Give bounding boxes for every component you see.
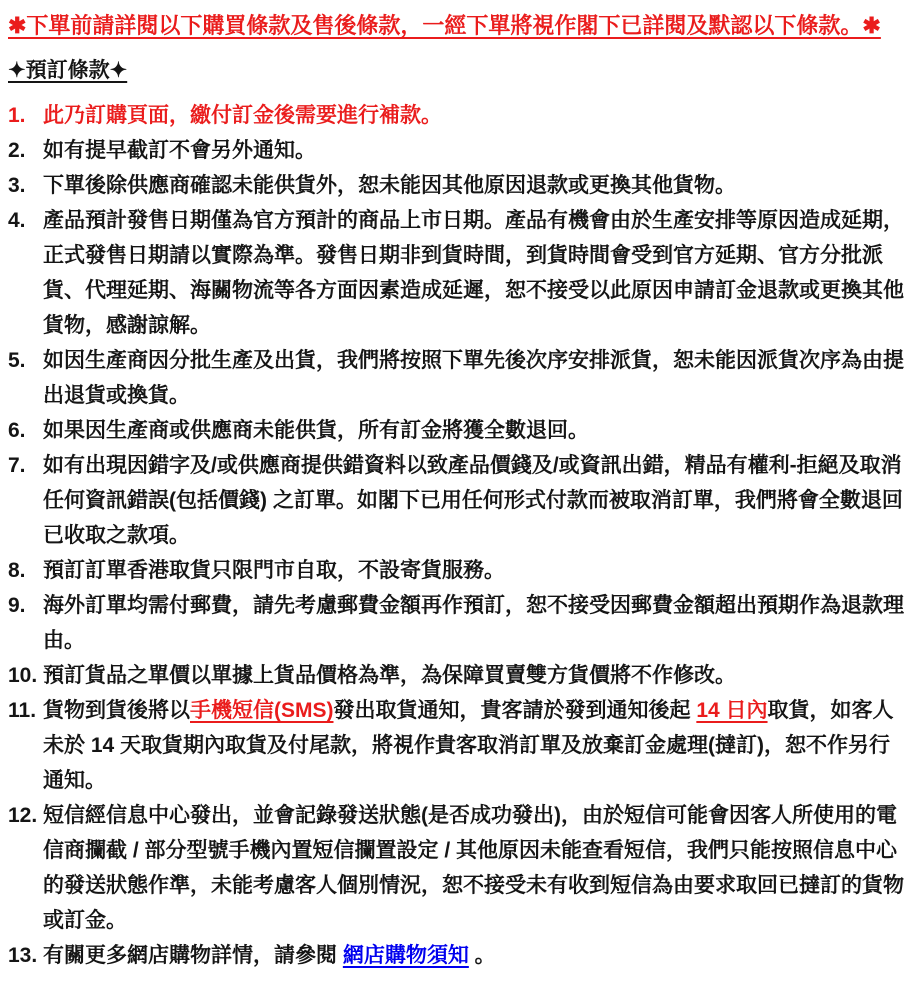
term-text [43,98,907,133]
text-segment: 貨物到貨後將以 [43,699,190,722]
text-segment: 如有出現因錯字及/或供應商提供錯資料以致產品價錢及/或資訊出錯，精品有權利-拒絕及取消任何資訊錯誤(包括價錢) 之訂單。如閣下已用任何形式付款而被取消訂單，我們將會全數退回已收取之款項。 [43,454,903,547]
term-text [43,553,907,588]
term-item-5 [6,343,907,413]
term-item-1 [6,98,907,133]
term-number: 6. [8,419,26,442]
purchase-notice-banner: ✱下單前請詳閱以下購買條款及售後條款，一經下單將視作閣下已詳閱及默認以下條款。✱ [8,13,881,38]
term-item-13 [6,938,907,973]
term-number: 1. [8,104,26,127]
term-number: 10. [8,664,38,687]
text-segment: 發出取貨通知，貴客請於發到通知後起 [333,699,697,722]
term-item-8 [6,553,907,588]
term-text [43,693,907,798]
term-item-4 [6,203,907,343]
text-segment: 短信經信息中心發出，並會記錄發送狀態(是否成功發出)，由於短信可能會因客人所使用的電信商攔截 / 部分型號手機內置短信攔置設定 / 其他原因未能查看短信，我們只能按照信息中心的發送狀態作準，未能考慮客人個別情況，恕不接受未有收到短信為由要求取回已撻訂的貨物或訂金。 [43,804,904,932]
term-text [43,203,907,343]
term-item-10 [6,658,907,693]
term-number: 5. [8,349,26,372]
term-number: 13. [8,944,38,967]
term-item-12 [6,798,907,938]
term-number: 12. [8,804,38,827]
term-number: 7. [8,454,26,477]
term-text [43,448,907,553]
term-text [43,343,907,413]
text-segment: 產品預計發售日期僅為官方預計的商品上市日期。產品有機會由於生產安排等原因造成延期，正式發售日期請以實際為準。發售日期非到貨時間，到貨時間會受到官方延期、官方分批派貨、代理延期、海關物流等各方面因素造成延遲，恕不接受以此原因申請訂金退款或更換其他貨物，感謝諒解。 [43,209,904,337]
text-segment: 此乃訂購頁面，繳付訂金後需要進行補款。 [43,104,442,127]
text-segment: 如因生產商因分批生產及出貨，我們將按照下單先後次序安排派貨，恕未能因派貨次序為由提出退貨或換貨。 [43,349,904,407]
term-text [43,133,907,168]
term-text [43,168,907,203]
term-number: 3. [8,174,26,197]
term-text [43,588,907,658]
text-segment: 海外訂單均需付郵費，請先考慮郵費金額再作預訂，恕不接受因郵費金額超出預期作為退款理由。 [43,594,904,652]
term-text [43,658,907,693]
text-segment: 如有提早截訂不會另外通知。 [43,139,316,162]
text-segment: 。 [468,944,496,967]
term-number: 8. [8,559,26,582]
term-text [43,938,907,973]
section-heading-preorder-terms: ✦預訂條款✦ [8,59,128,82]
term-item-9 [6,588,907,658]
text-segment: 取貨，如客人未於 14 天取貨期內取貨及付尾款，將視作貴客取消訂單及放棄訂金處理(撻訂)，恕不作另行通知。 [43,699,894,792]
term-item-3 [6,168,907,203]
term-item-2 [6,133,907,168]
text-segment: 預訂訂單香港取貨只限門市自取，不設寄貨服務。 [43,559,505,582]
term-number: 4. [8,209,26,232]
term-text [43,413,907,448]
text-segment: 如果因生產商或供應商未能供貨，所有訂金將獲全數退回。 [43,419,589,442]
term-number: 2. [8,139,26,162]
term-item-11 [6,693,907,798]
text-segment: 下單後除供應商確認未能供貨外，恕未能因其他原因退款或更換其他貨物。 [43,174,736,197]
text-segment: 預訂貨品之單價以單據上貨品價格為準，為保障買賣雙方貨價將不作修改。 [43,664,736,687]
term-number: 9. [8,594,26,617]
term-number: 11. [8,699,37,722]
text-segment: 有關更多網店購物詳情，請參閱 [43,944,343,967]
terms-list [6,98,907,973]
term-text [43,798,907,938]
shop-guide-link[interactable]: 網店購物須知 [342,944,469,967]
sms-notice-emphasis: 手機短信(SMS) [190,699,334,722]
pickup-deadline-emphasis: 14 日內 [696,699,768,722]
term-item-6 [6,413,907,448]
term-item-7 [6,448,907,553]
